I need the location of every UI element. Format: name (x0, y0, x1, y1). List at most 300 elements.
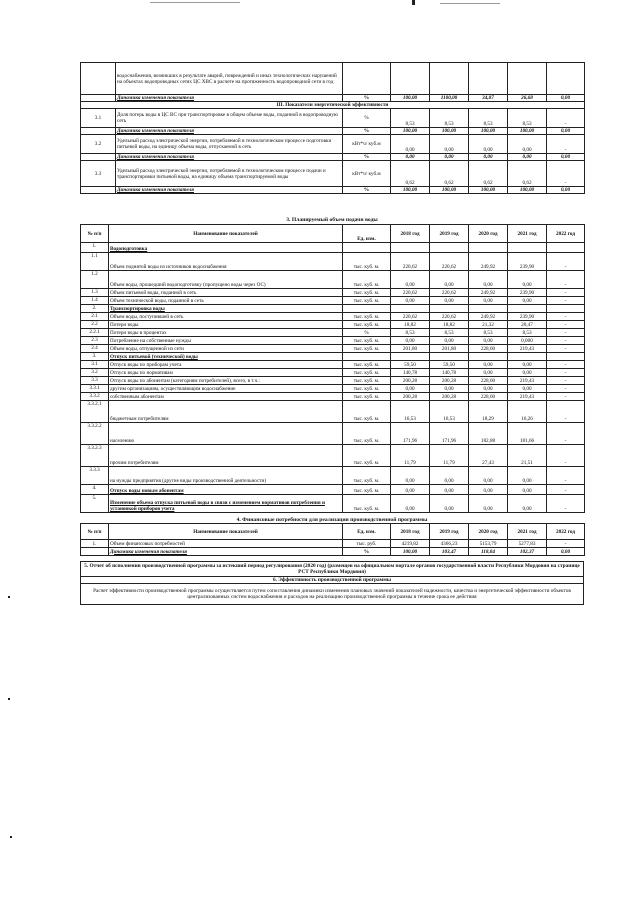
value-cell: 100,00 (508, 128, 547, 135)
value-cell (430, 353, 469, 361)
value-cell: 0,00 (508, 485, 547, 495)
report-block (80, 561, 584, 605)
value-cell: 0,000 (508, 337, 547, 345)
unit-cell: тыс. куб. м. (343, 393, 391, 401)
unit-cell: тыс. куб. м. (343, 253, 391, 271)
value-cell: 26,68 (508, 95, 547, 102)
value-cell: - (547, 135, 585, 154)
value-cell: 21,51 (508, 445, 547, 467)
value-cell: - (547, 289, 585, 297)
scan-line (150, 2, 240, 3)
row-number: 3.3.3 (81, 467, 109, 485)
value-cell: 100,00 (469, 128, 508, 135)
value-cell: 100,00 (430, 187, 469, 194)
value-cell: 4366,23 (430, 540, 469, 548)
value-cell: 0,00 (469, 337, 508, 345)
header-year: 2021 год (508, 524, 547, 540)
value-cell: - (547, 485, 585, 495)
value-cell: 0,62 (430, 161, 469, 187)
value-cell: - (547, 329, 585, 337)
value-cell: 0,00 (391, 271, 430, 289)
volume-section-title: 3. Планируемый объем подачи воды (286, 217, 378, 223)
row-name: Потери воды в процентах (109, 329, 343, 337)
value-cell: 220,62 (430, 289, 469, 297)
row-number: 3.3.2.1 (81, 401, 109, 423)
unit-cell: кВт*ч/ куб.м (343, 161, 391, 187)
unit-cell: тыс. куб. м. (343, 369, 391, 377)
row-number: 3.2 (81, 135, 116, 154)
value-cell: 0,00 (391, 297, 430, 305)
table-row (81, 109, 585, 128)
value-cell: 8,53 (430, 109, 469, 128)
unit-cell: тыс. куб. м. (343, 467, 391, 485)
value-cell: 8,53 (469, 109, 508, 128)
row-name: Отпуск воды по нормативам (109, 369, 343, 377)
value-cell: 0,00 (391, 135, 430, 154)
value-cell: 249,92 (469, 289, 508, 297)
value-cell (508, 63, 547, 95)
row-number: 1.4 (81, 297, 109, 305)
row-name: Потребление на собственные нужды (109, 337, 343, 345)
row-name: Потери воды (109, 321, 343, 329)
value-cell: 182,88 (469, 423, 508, 445)
value-cell: 0,00 (547, 187, 585, 194)
unit-cell: тыс. руб. (343, 540, 391, 548)
value-cell: 8,53 (508, 109, 547, 128)
row-number (81, 128, 116, 135)
value-cell: 228,60 (469, 377, 508, 385)
unit-cell: тыс. куб. м. (343, 345, 391, 353)
row-number: 1. (81, 243, 109, 253)
row-number: 1. (81, 540, 109, 548)
value-cell: 18,29 (469, 401, 508, 423)
value-cell: 11,79 (430, 445, 469, 467)
value-cell: 0,00 (508, 385, 547, 393)
value-cell: 0,00 (508, 467, 547, 485)
value-cell: 220,62 (430, 253, 469, 271)
row-name: другим организациям, осуществляющим водоснабжение (109, 385, 343, 393)
value-cell: 239,90 (508, 289, 547, 297)
table-row (81, 423, 585, 445)
value-cell: 100,00 (391, 187, 430, 194)
value-cell: 220,62 (391, 253, 430, 271)
unit-cell: % (343, 109, 391, 128)
table-row (81, 253, 585, 271)
value-cell: 0,00 (469, 271, 508, 289)
value-cell: 1100,00 (430, 95, 469, 102)
table-row (81, 128, 585, 135)
value-cell: 59,50 (430, 361, 469, 369)
value-cell: 8,53 (508, 329, 547, 337)
row-name: Динамика изменения показателя (116, 128, 343, 135)
value-cell: 0,00 (430, 271, 469, 289)
value-cell: - (547, 109, 585, 128)
header-year: 2020 год (469, 524, 508, 540)
value-cell (469, 243, 508, 253)
unit-cell: тыс. куб. м. (343, 485, 391, 495)
row-number: 5. (81, 495, 109, 513)
row-number: 3.2 (81, 369, 109, 377)
value-cell: 8,53 (391, 109, 430, 128)
value-cell: 0,00 (430, 485, 469, 495)
unit-cell: % (343, 95, 391, 102)
value-cell: 201,80 (391, 345, 430, 353)
value-cell: - (547, 393, 585, 401)
value-cell: 11,79 (391, 445, 430, 467)
value-cell (430, 305, 469, 313)
value-cell: 201,80 (430, 345, 469, 353)
value-cell: 8,53 (469, 329, 508, 337)
row-number: 3.3.2 (81, 393, 109, 401)
energy-efficiency-table (80, 62, 585, 194)
value-cell: 0,62 (469, 161, 508, 187)
value-cell: 0,00 (508, 369, 547, 377)
header-unit: Ед. изм. (343, 225, 391, 243)
value-cell (508, 243, 547, 253)
value-cell: 0,00 (469, 495, 508, 513)
scan-dot (10, 836, 12, 838)
row-number: 3.3.2.3 (81, 445, 109, 467)
header-name: Наименование показателей (109, 225, 343, 243)
value-cell: 249,92 (469, 253, 508, 271)
table-row (81, 297, 585, 305)
header-year: 2019 год (430, 225, 469, 243)
unit-cell: тыс. куб. м. (343, 361, 391, 369)
row-number: 3.1 (81, 109, 116, 128)
unit-cell: кВт*ч/ куб.м (343, 135, 391, 154)
row-name: Динамика изменения показателя (116, 95, 343, 102)
row-name: Динамика изменения показателя (109, 548, 343, 556)
value-cell: 21,32 (469, 321, 508, 329)
value-cell: 18,82 (430, 321, 469, 329)
table-row (81, 445, 585, 467)
unit-cell: % (343, 329, 391, 337)
value-cell (469, 63, 508, 95)
table-row (81, 467, 585, 485)
row-name: Доля потерь воды в ЦС ВС при транспортировке в общем объеме воды, поданной в водопроводную сеть (116, 109, 343, 128)
value-cell (391, 243, 430, 253)
unit-cell: тыс. куб. м. (343, 385, 391, 393)
value-cell: 0,00 (469, 485, 508, 495)
header-number: № п/п (81, 524, 109, 540)
value-cell: 0,00 (391, 485, 430, 495)
value-cell: - (547, 271, 585, 289)
table-row (81, 361, 585, 369)
row-number: 1.1 (81, 253, 109, 271)
value-cell: 228,60 (469, 345, 508, 353)
value-cell (343, 63, 391, 95)
value-cell: 0,00 (508, 271, 547, 289)
table-row (81, 329, 585, 337)
value-cell: 249,92 (469, 313, 508, 321)
unit-cell (343, 305, 391, 313)
value-cell: 0,00 (547, 128, 585, 135)
row-name: Динамика изменения показателя (116, 187, 343, 194)
value-cell: 0,00 (547, 95, 585, 102)
value-cell: 200,28 (391, 377, 430, 385)
row-name: Отпуск воды по абонентам (категориям потребителей), всего, в т.ч.: (109, 377, 343, 385)
value-cell: 100,00 (391, 548, 430, 556)
row-name: на нужды предприятия (другие виды производственной деятельности) (109, 467, 343, 485)
header-number: № п/п (81, 225, 109, 243)
value-cell: - (547, 495, 585, 513)
value-cell: 0,00 (391, 385, 430, 393)
value-cell (469, 305, 508, 313)
scan-line (440, 3, 500, 4)
value-cell: 18,82 (391, 321, 430, 329)
unit-cell: % (343, 154, 391, 161)
value-cell: 0,00 (508, 495, 547, 513)
scan-dot (8, 596, 10, 598)
value-cell: 118,04 (469, 548, 508, 556)
value-cell (469, 353, 508, 361)
header-year: 2019 год (430, 524, 469, 540)
table-row (81, 369, 585, 377)
value-cell: 100,00 (391, 128, 430, 135)
table-row (81, 271, 585, 289)
value-cell: 220,62 (391, 313, 430, 321)
value-cell: 0,00 (391, 467, 430, 485)
value-cell: 100,00 (508, 187, 547, 194)
value-cell: 100,00 (469, 187, 508, 194)
finance-section-title: 4. Финансовые потребности для реализации производственной программы (236, 517, 428, 523)
row-name: прочим потребителям (109, 445, 343, 467)
value-cell: 0,00 (508, 154, 547, 161)
value-cell: 0,00 (508, 361, 547, 369)
row-number: 3. (81, 353, 109, 361)
row-name: Изменение объема отпуска питьевой воды в связи с изменением нормативов потребления и установкой приборов учета (109, 495, 343, 513)
unit-cell: тыс. куб. м. (343, 337, 391, 345)
row-number: 4. (81, 485, 109, 495)
row-number (81, 187, 116, 194)
value-cell (430, 243, 469, 253)
value-cell (391, 63, 430, 95)
value-cell: 220,62 (430, 313, 469, 321)
row-number: 2.4 (81, 345, 109, 353)
row-name: Объем финансовых потребностей (109, 540, 343, 548)
value-cell: 200,28 (430, 377, 469, 385)
value-cell: 8,53 (430, 329, 469, 337)
header-name: Наименование показателей (109, 524, 343, 540)
value-cell: 5153,79 (469, 540, 508, 548)
value-cell (391, 353, 430, 361)
value-cell: - (547, 467, 585, 485)
value-cell (508, 353, 547, 361)
value-cell: 16,53 (391, 401, 430, 423)
value-cell (547, 353, 585, 361)
value-cell: 239,90 (508, 253, 547, 271)
table-row (81, 345, 585, 353)
row-name: Отпуск питьевой (технической) воды (109, 353, 343, 361)
row-number: 3.3 (81, 161, 116, 187)
row-number: 2.1 (81, 313, 109, 321)
value-cell: 16,53 (430, 401, 469, 423)
table-row (81, 63, 585, 95)
table-row (81, 289, 585, 297)
value-cell: 220,62 (391, 289, 430, 297)
value-cell: 200,28 (430, 393, 469, 401)
value-cell: 20,47 (508, 321, 547, 329)
unit-cell: тыс. куб. м. (343, 271, 391, 289)
value-cell: 0,00 (469, 369, 508, 377)
value-cell: 200,28 (391, 393, 430, 401)
unit-cell: тыс. куб. м. (343, 377, 391, 385)
header-year: 2022 год (547, 225, 585, 243)
value-cell: 0,00 (430, 467, 469, 485)
value-cell: 100,00 (391, 95, 430, 102)
unit-cell (343, 353, 391, 361)
value-cell: - (547, 423, 585, 445)
value-cell: 219,43 (508, 345, 547, 353)
value-cell: - (547, 345, 585, 353)
value-cell: 181,66 (508, 423, 547, 445)
row-name: Водоподготовка (109, 243, 343, 253)
table-row (81, 393, 585, 401)
value-cell: 0,00 (430, 337, 469, 345)
value-cell: 102,37 (508, 548, 547, 556)
row-name: Удельный расход электрической энергии, потребляемой в технологическом процессе подготовки питьевой воды, на единицу объема воды, отпускаемой в сеть (116, 135, 343, 154)
row-name: Объем питьевой воды, поданной в сеть (109, 289, 343, 297)
value-cell (508, 305, 547, 313)
value-cell: - (547, 361, 585, 369)
value-cell: 0,00 (430, 135, 469, 154)
value-cell: 0,62 (508, 161, 547, 187)
value-cell: 140,78 (391, 369, 430, 377)
value-cell: - (547, 369, 585, 377)
value-cell: 0,00 (391, 154, 430, 161)
row-number (81, 154, 116, 161)
table-row (81, 540, 585, 548)
row-name: населению (109, 423, 343, 445)
row-name: Объем поднятой воды из источников водоснабжения (109, 253, 343, 271)
value-cell (430, 63, 469, 95)
value-cell: 100,00 (430, 128, 469, 135)
table-row (81, 243, 585, 253)
unit-cell: тыс. куб. м. (343, 313, 391, 321)
value-cell: 59,50 (391, 361, 430, 369)
unit-cell: % (343, 187, 391, 194)
row-number: 3.3.1 (81, 385, 109, 393)
table-row (81, 313, 585, 321)
table-row (81, 95, 585, 102)
value-cell: 0,00 (469, 467, 508, 485)
value-cell: - (547, 297, 585, 305)
table-row (81, 485, 585, 495)
row-name: Транспортировка воды (109, 305, 343, 313)
value-cell: 0,00 (469, 361, 508, 369)
row-number: 3.1 (81, 361, 109, 369)
value-cell: - (547, 313, 585, 321)
unit-cell: тыс. куб. м. (343, 401, 391, 423)
table-header-row (81, 524, 585, 540)
value-cell: 0,00 (430, 385, 469, 393)
value-cell: 27,43 (469, 445, 508, 467)
row-number: 2. (81, 305, 109, 313)
unit-cell: тыс. куб. м. (343, 297, 391, 305)
report-title: 5. Отчет об исполнении производственной программы за истекший период регулирования (2020 год) (размещен на официальном портале органов государственной власти Республики Мордовия на странице РСТ Республики Мордовия) (81, 562, 584, 577)
table-row (81, 337, 585, 345)
efficiency-text: Расчет эффективности производственной программы осуществляется путем сопоставления динамики изменения плановых значений показателей надежности, качества и энергетической эффективности объектов централизованных систем водоснабжения и расходов на реализацию производственной программы в течение срока ее действия (81, 584, 584, 605)
value-cell: 34,07 (469, 95, 508, 102)
row-name: Объем воды, отпущенной из сети (109, 345, 343, 353)
value-cell: 0,00 (469, 135, 508, 154)
value-cell: 16,26 (508, 401, 547, 423)
value-cell: 0,00 (508, 135, 547, 154)
unit-cell: тыс. куб. м. (343, 445, 391, 467)
row-number: 1.3 (81, 289, 109, 297)
table-header-row (81, 225, 585, 243)
row-number: 2.2 (81, 321, 109, 329)
value-cell: 219,43 (508, 377, 547, 385)
unit-cell: % (343, 548, 391, 556)
punch-mark (412, 0, 415, 5)
table-row (81, 377, 585, 385)
value-cell: 0,00 (469, 297, 508, 305)
table-row (81, 187, 585, 194)
value-cell: 4219,82 (391, 540, 430, 548)
water-volume-table (80, 224, 585, 513)
value-cell: 5277,83 (508, 540, 547, 548)
value-cell: 228,60 (469, 393, 508, 401)
header-year: 2022 год (547, 524, 585, 540)
value-cell: - (547, 321, 585, 329)
header-year: 2018 год (391, 225, 430, 243)
value-cell: 171,96 (391, 423, 430, 445)
row-name: Отпуск воды новым абонентам (109, 485, 343, 495)
row-number: 3.3 (81, 377, 109, 385)
value-cell: 171,96 (430, 423, 469, 445)
header-year: 2018 год (391, 524, 430, 540)
value-cell: 0,00 (430, 154, 469, 161)
row-number (81, 95, 116, 102)
table-row (81, 495, 585, 513)
table-row (81, 102, 585, 109)
unit-cell (343, 243, 391, 253)
value-cell: 0,00 (508, 297, 547, 305)
row-name: Удельный расход электрической энергии, потребляемой в технологическом процессе подачи и транспортировки питьевой воды, на единицу объема транспортируемой воды (116, 161, 343, 187)
row-name: водоснабжения, возникших в результате аварий, повреждений и иных технологических нарушений на объектах водопроводных сетях ЦС ХВС в расчете на протяженность водопроводной сети в год (116, 63, 343, 95)
value-cell: 0,00 (391, 495, 430, 513)
efficiency-title: 6. Эффективность производственной программы (81, 577, 584, 584)
row-name: Динамика изменения показателя (116, 154, 343, 161)
table-row (81, 353, 585, 361)
table-row (81, 305, 585, 313)
value-cell: 103,47 (430, 548, 469, 556)
value-cell (391, 305, 430, 313)
row-number: 2.2.1 (81, 329, 109, 337)
value-cell: 0,00 (430, 495, 469, 513)
unit-cell: тыс. куб. м. (343, 289, 391, 297)
table-row (81, 321, 585, 329)
row-name: собственным абонентам (109, 393, 343, 401)
value-cell: - (547, 540, 585, 548)
finance-table (80, 523, 585, 556)
row-name: бюджетным потребителям (109, 401, 343, 423)
value-cell: - (547, 445, 585, 467)
value-cell: - (547, 253, 585, 271)
scan-dot (8, 698, 10, 700)
value-cell: 140,78 (430, 369, 469, 377)
value-cell: 0,00 (547, 154, 585, 161)
section-title: III. Показатели энергетической эффективности (81, 102, 585, 109)
table-row (81, 135, 585, 154)
value-cell: 0,00 (391, 337, 430, 345)
header-year: 2020 год (469, 225, 508, 243)
value-cell: 8,53 (391, 329, 430, 337)
value-cell: 239,90 (508, 313, 547, 321)
row-number: 3.3.2.2 (81, 423, 109, 445)
unit-cell: тыс. куб. м. (343, 321, 391, 329)
